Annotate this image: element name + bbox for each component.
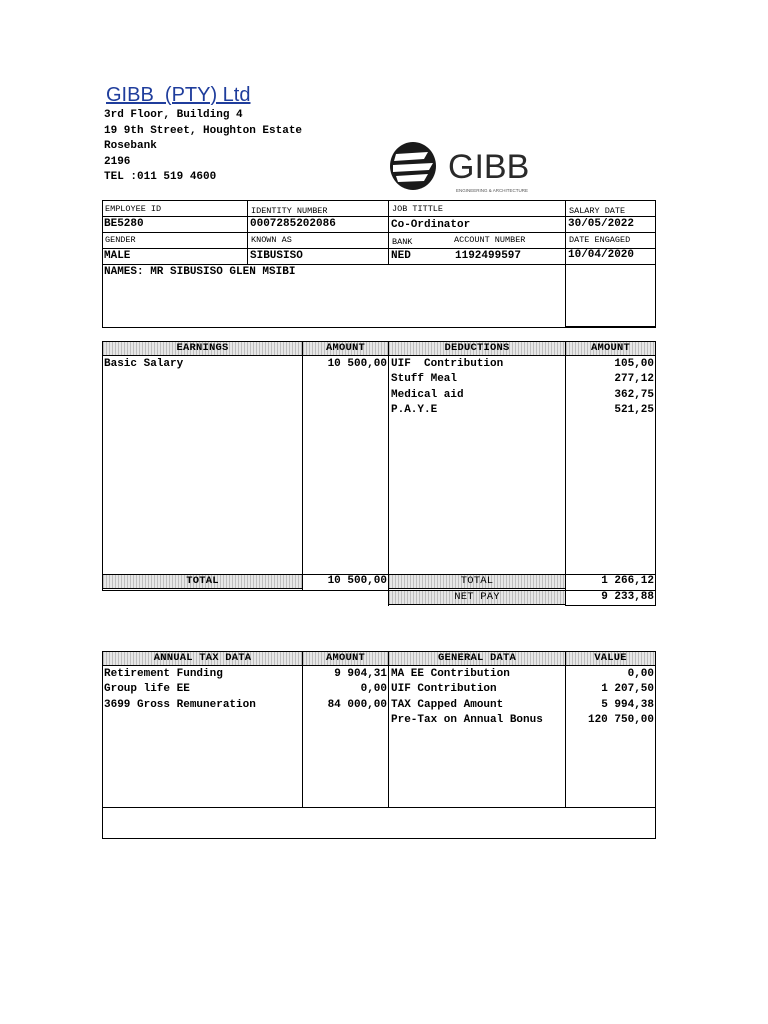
general-item-value: 1 207,50	[601, 683, 654, 695]
annual-tax-header: ANNUAL TAX DATA	[102, 651, 303, 666]
salary-date: 30/05/2022	[568, 218, 635, 230]
job-title-label: JOB TITTLE	[392, 204, 444, 214]
tax-item-amount: 0,00	[360, 683, 387, 695]
tax-item-amount: 9 904,31	[334, 668, 387, 680]
general-data-header: GENERAL DATA	[388, 651, 566, 666]
bank: NED	[391, 250, 411, 262]
deduction-item-label: UIF Contribution	[391, 358, 504, 370]
deduction-item-label: P.A.Y.E	[391, 404, 438, 416]
account-number-label: ACCOUNT NUMBER	[454, 235, 526, 245]
employee-id-label: EMPLOYEE ID	[105, 204, 162, 214]
deduction-item-label: Stuff Meal	[391, 373, 458, 385]
address-line-1: 3rd Floor, Building 4	[104, 109, 243, 121]
deductions-amount-header: AMOUNT	[565, 341, 656, 356]
logo-tagline: ENGINEERING & ARCHITECTURE	[456, 188, 529, 193]
employee-id: BE5280	[104, 218, 144, 230]
earning-item-amount: 10 500,00	[327, 358, 387, 370]
deductions-total-label: TOTAL	[388, 574, 566, 589]
tax-item-label: Retirement Funding	[104, 668, 223, 680]
earnings-header: EARNINGS	[102, 341, 303, 356]
deduction-item-amount: 105,00	[614, 358, 654, 370]
address-line-4: 2196	[104, 155, 131, 168]
general-item-label: TAX Capped Amount	[391, 699, 504, 711]
company-name: GIBB (PTY) Ltd	[106, 84, 251, 106]
deduction-item-amount: 277,12	[614, 373, 654, 385]
account-number: 1192499597	[455, 250, 522, 262]
general-item-value: 0,00	[627, 668, 654, 680]
gender-label: GENDER	[105, 235, 136, 245]
date-engaged-label: DATE ENGAGED	[569, 235, 631, 245]
deduction-item-label: Medical aid	[391, 389, 464, 401]
deductions-header: DEDUCTIONS	[388, 341, 566, 356]
known-as-label: KNOWN AS	[251, 235, 292, 245]
address-line-2: 19 9th Street, Houghton Estate	[104, 124, 303, 137]
earning-item-label: Basic Salary	[104, 358, 184, 370]
deduction-item-amount: 362,75	[614, 389, 654, 401]
earnings-total-amount: 10 500,00	[327, 575, 387, 587]
date-engaged: 10/04/2020	[568, 249, 635, 261]
job-title: Co-Ordinator	[391, 219, 471, 231]
deduction-item-amount: 521,25	[614, 404, 654, 416]
logo-text: GIBB	[448, 148, 530, 186]
general-item-label: Pre-Tax on Annual Bonus	[391, 714, 543, 726]
annual-amount-header: AMOUNT	[302, 651, 389, 666]
bank-label: BANK	[392, 237, 413, 247]
deductions-total-amount: 1 266,12	[601, 575, 654, 587]
tax-item-label: Group life EE	[104, 683, 190, 695]
net-pay-amount: 9 233,88	[601, 591, 654, 603]
gender: MALE	[104, 250, 131, 262]
tax-item-label: 3699 Gross Remuneration	[104, 699, 256, 711]
net-pay-label: NET PAY	[388, 590, 566, 605]
address-line-5: TEL :011 519 4600	[104, 171, 217, 183]
general-item-value: 120 750,00	[587, 714, 654, 726]
known-as: SIBUSISO	[250, 250, 303, 262]
address-line-3: Rosebank	[104, 140, 157, 152]
general-item-label: UIF Contribution	[391, 683, 497, 695]
employee-names: NAMES: MR SIBUSISO GLEN MSIBI	[104, 266, 296, 278]
identity-number-label: IDENTITY NUMBER	[251, 206, 328, 216]
company-address	[104, 108, 302, 186]
general-item-value: 5 994,38	[601, 699, 654, 711]
earnings-total-label: TOTAL	[102, 574, 303, 589]
identity-number: 0007285202086	[250, 218, 336, 230]
tax-item-amount: 84 000,00	[327, 699, 387, 711]
gibb-logo	[388, 140, 538, 196]
earnings-amount-header: AMOUNT	[302, 341, 389, 356]
salary-date-label: SALARY DATE	[569, 206, 626, 216]
general-item-label: MA EE Contribution	[391, 668, 510, 680]
value-header: VALUE	[565, 651, 656, 666]
